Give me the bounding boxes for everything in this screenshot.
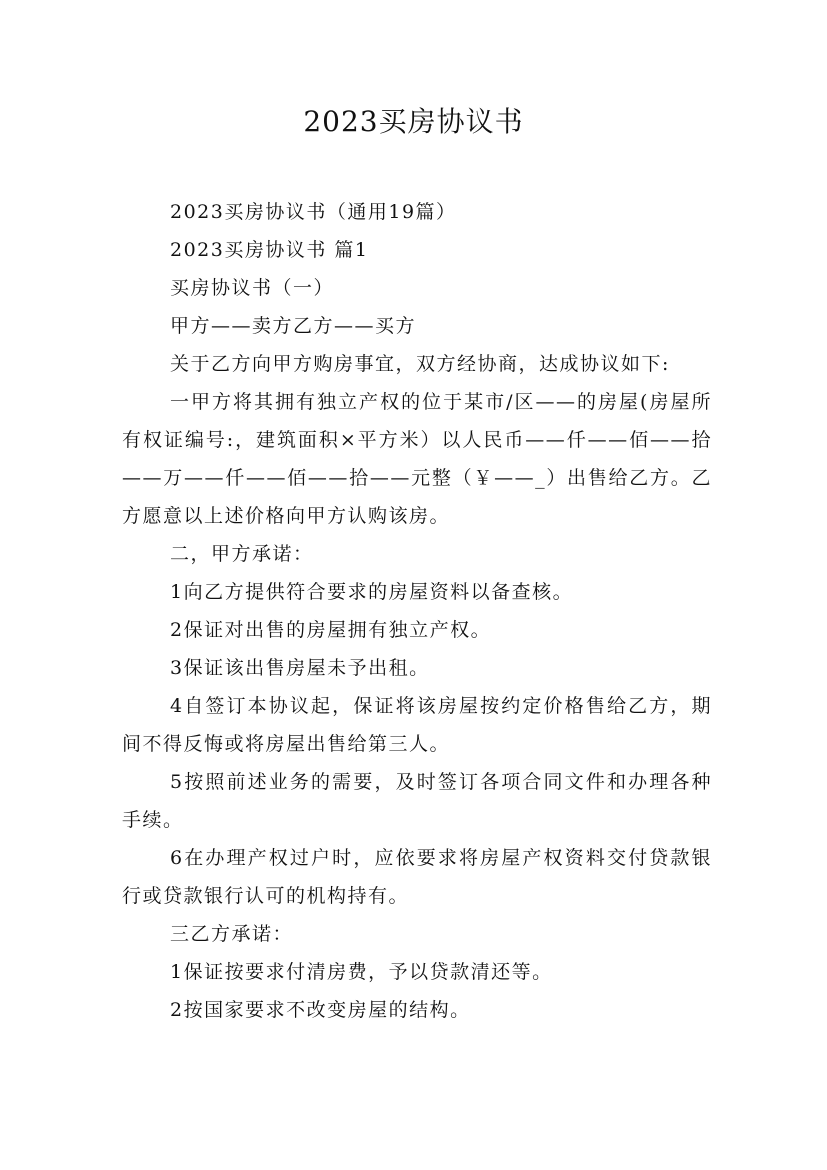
paragraph-clause-1: 一甲方将其拥有独立产权的位于某市/区——的房屋(房屋所有权证编号:，建筑面积×平方米）以人民币——仟——佰——拾——万——仟——佰——拾——元整（￥——_）出售给乙方。乙方愿意以上述价格向甲方认购该房。 [122,391,712,527]
paragraph-clause-3-item-2: 2按国家要求不改变房屋的结构。 [170,999,471,1021]
paragraph-clause-2-item-6: 6在办理产权过户时，应依要求将房屋产权资料交付贷款银行或贷款银行认可的机构持有。 [122,847,712,907]
paragraph-section-heading: 2023买房协议书 篇1 [170,239,369,261]
document-title: 2023买房协议书 [303,105,524,138]
document-body [122,193,712,1029]
paragraph-clause-2-item-1: 1向乙方提供符合要求的房屋资料以备查核。 [170,581,574,603]
paragraph-clause-2-item-5: 5按照前述业务的需要，及时签订各项合同文件和办理各种手续。 [122,771,712,831]
paragraph-clause-2-item-4: 4自签订本协议起，保证将该房屋按约定价格售给乙方，期间不得反悔或将房屋出售给第三人。 [122,695,712,755]
paragraph-clause-2-heading: 二，甲方承诺： [170,543,314,565]
paragraph-intro: 关于乙方向甲方购房事宜，双方经协商，达成协议如下: [170,353,670,375]
paragraph-agreement-heading: 买房协议书（一） [170,277,335,299]
paragraph-clause-3-heading: 三乙方承诺： [170,923,294,945]
paragraph-parties: 甲方——卖方乙方——买方 [170,315,417,337]
paragraph-clause-2-item-3: 3保证该出售房屋未予出租。 [170,657,430,679]
paragraph-clause-2-item-2: 2保证对出售的房屋拥有独立产权。 [170,619,492,641]
paragraph-subtitle: 2023买房协议书（通用19篇） [170,201,457,223]
paragraph-clause-3-item-1: 1保证按要求付清房费，予以贷款清还等。 [170,961,553,983]
